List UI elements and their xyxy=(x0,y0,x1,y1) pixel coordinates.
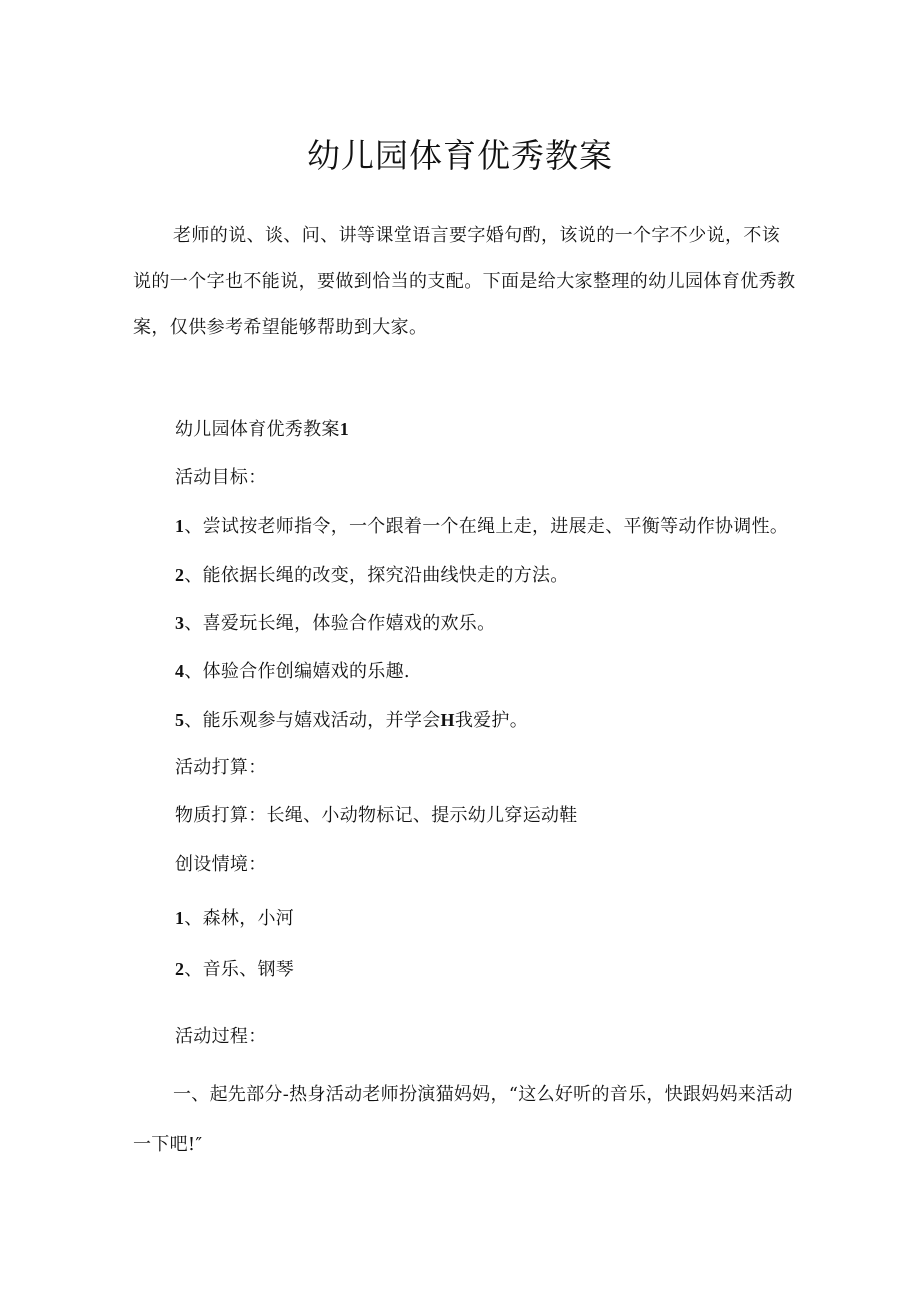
scene-item xyxy=(175,906,294,931)
goal-text: 、尝试按老师指令，一个跟着一个在绳上走，进展走、平衡等动作协调性。 xyxy=(184,516,789,537)
goal-text: 、体验合作创编嬉戏的乐趣. xyxy=(184,661,410,682)
material-prep: 物质打算：长绳、小动物标记、提示幼儿穿运动鞋 xyxy=(175,805,578,826)
process-label: 活动过程： xyxy=(175,1026,267,1047)
scene-item xyxy=(175,957,294,982)
process-paragraph: 一、起先部分-热身活动老师扮演猫妈妈，“这么好听的音乐，快跟妈妈来活动一下吧!″ xyxy=(133,1084,793,1155)
goal-item xyxy=(175,514,788,539)
section-heading-text: 幼儿园体育优秀教案 xyxy=(175,419,340,440)
goal-number: 3 xyxy=(175,613,185,633)
goal-number: 1 xyxy=(175,516,185,536)
goal-number: 2 xyxy=(175,565,185,585)
goal-number: 5 xyxy=(175,710,185,730)
section-heading-number: 1 xyxy=(339,419,350,439)
document-title: 幼儿园体育优秀教案 xyxy=(307,136,613,175)
goal-item xyxy=(175,563,569,588)
scene-number: 1 xyxy=(175,908,185,928)
scene-label: 创设情境： xyxy=(175,854,267,875)
scene-text: 、森林，小河 xyxy=(184,908,295,929)
goal-text: 、喜爱玩长绳，体验合作嬉戏的欢乐。 xyxy=(184,613,496,634)
goal-text: 我爱护。 xyxy=(454,710,529,731)
scene-number: 2 xyxy=(175,959,185,979)
goal-item xyxy=(175,611,495,636)
goal-item xyxy=(175,708,528,733)
goal-item xyxy=(175,659,410,684)
goal-number: 4 xyxy=(175,661,185,681)
goal-text: 、能乐观参与嬉戏活动，并学会 xyxy=(184,710,441,731)
intro-paragraph: 老师的说、谈、问、讲等课堂语言要字婚句酌，该说的一个字不少说，不该说的一个字也不能说，要做到恰当的支配。下面是给大家整理的幼儿园体育优秀教案，仅供参考希望能够帮助到大家。 xyxy=(133,225,796,338)
scene-text: 、音乐、钢琴 xyxy=(184,959,295,980)
goal-text: 、能依据长绳的改变，探究沿曲线快走的方法。 xyxy=(184,565,569,586)
prep-label: 活动打算： xyxy=(175,757,267,778)
section-heading xyxy=(175,417,349,442)
goal-text-bold: H xyxy=(440,710,455,730)
goals-label: 活动目标： xyxy=(175,467,267,488)
